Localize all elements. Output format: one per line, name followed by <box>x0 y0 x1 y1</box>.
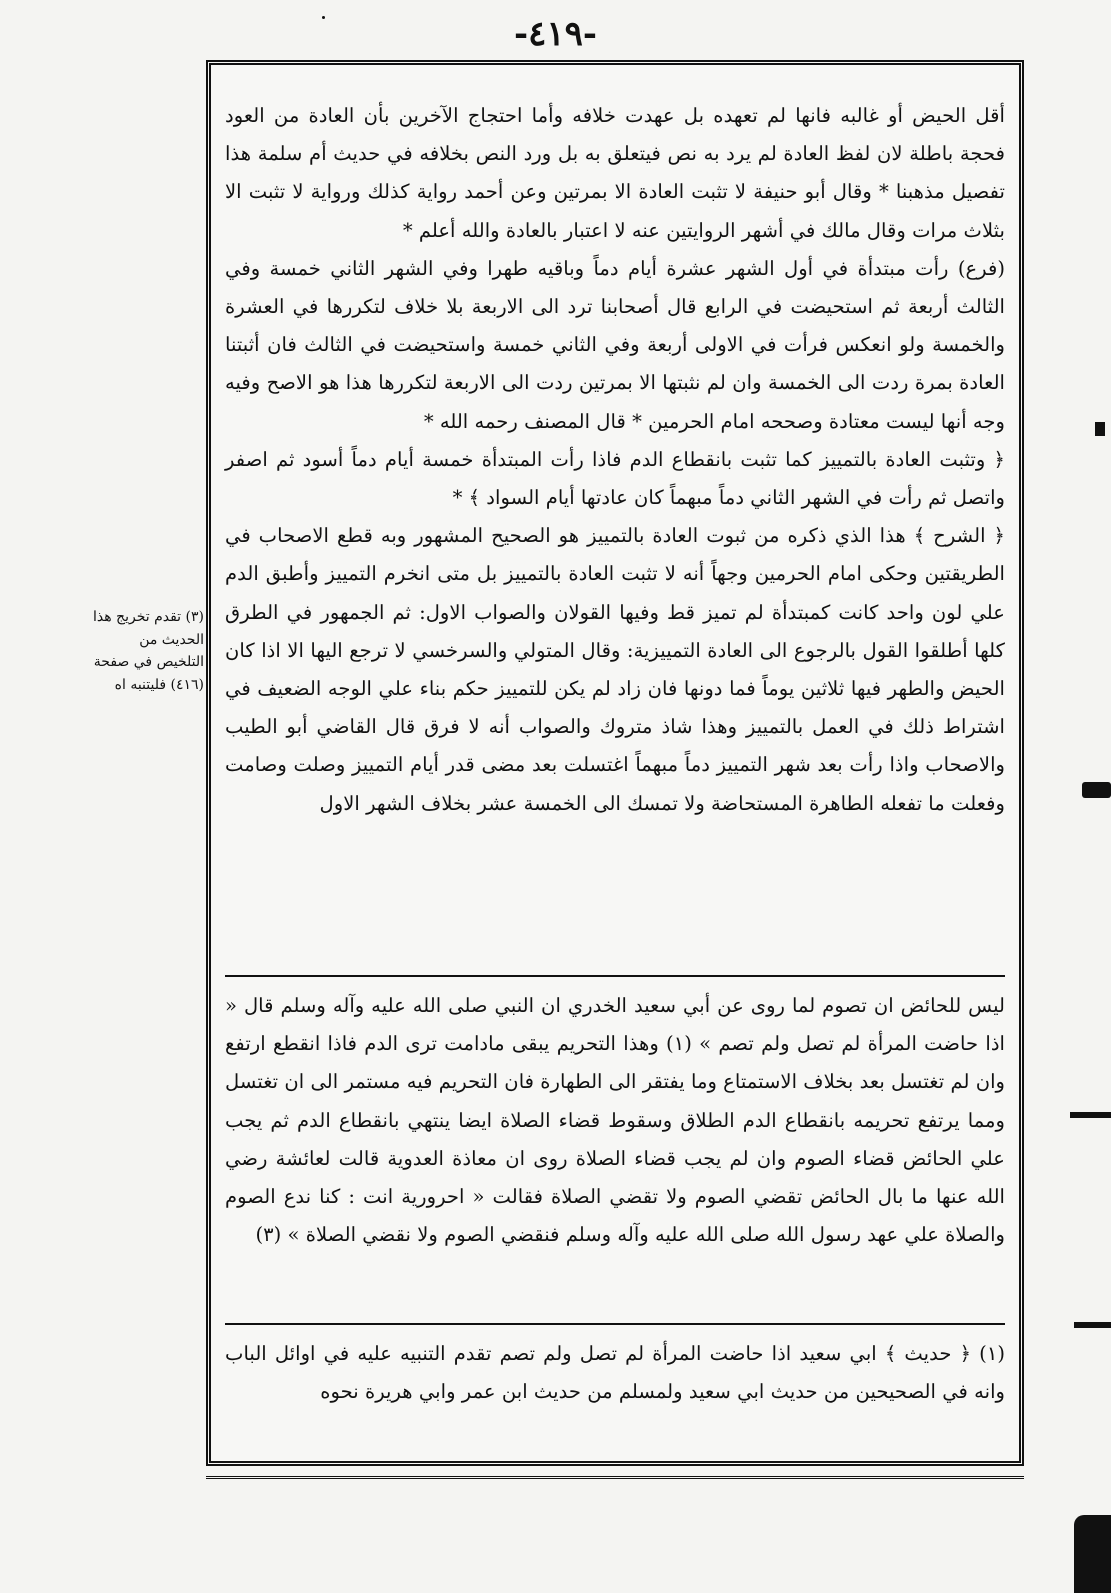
scan-mark <box>1074 1515 1111 1593</box>
scan-mark <box>1074 1322 1111 1328</box>
scan-mark <box>1082 782 1111 798</box>
scan-mark <box>1095 422 1105 436</box>
main-text <box>225 97 1005 823</box>
footnote-text <box>225 1335 1005 1411</box>
divider <box>225 1323 1005 1325</box>
divider <box>206 1476 1024 1479</box>
commentary-text <box>225 987 1005 1254</box>
page-number: -٤١٩- <box>513 14 598 54</box>
commentary-paragraph: ليس للحائض ان تصوم لما روى عن أبي سعيد الخدري ان النبي صلى الله عليه وآله وسلم قال « اذا حاضت المرأة لم تصل ولم تصم » (١) وهذا التحريم يبقى مادامت ترى الدم فاذا انقطع ارتفع وان لم تغتسل بعد بخلاف الاستمتاع وما يفتقر الى الطهارة فان التحريم فيه مستمر الى ان تغتسل ومما يرتفع تحريمه بانقطاع الدم الطلاق وسقوط قضاء الصلاة ايضا ينتهي بانقطاع الدم ثم يجب علي الحائض قضاء الصوم وان لم يجب قضاء الصلاة روى ان معاذة العدوية قالت لعائشة رضي الله عنها ما بال الحائض تقضي الصوم ولا تقضي الصلاة فقالت « احرورية انت : كنا ندع الصوم والصلاة علي عهد رسول الله صلى الله عليه وآله وسلم فنقضي الصوم ولا نقضي الصلاة » (٣) <box>225 994 1005 1247</box>
page-frame <box>206 60 1024 1466</box>
main-paragraph: ﴿ وتثبت العادة بالتمييز كما تثبت بانقطاع الدم فاذا رأت المبتدأة خمسة أيام دماً أسود ثم اصفر واتصل ثم رأت في الشهر الثاني دماً مبهماً كان عادتها أيام السواد ﴾ * <box>225 447 1005 510</box>
scan-mark <box>322 16 325 19</box>
main-paragraph: ﴿ الشرح ﴾ هذا الذي ذكره من ثبوت العادة بالتمييز هو الصحيح المشهور وبه قطع الاصحاب في الطريقتين وحكى امام الحرمين وجهاً أنه لا تثبت العادة بالتمييز بل متى انخرم التمييز وأطبق الدم علي لون واحد كانت كمبتدأة لم تميز قط وفيها القولان والصواب الاول: ثم الجمهور في الطرق كلها أطلقوا القول بالرجوع الى العادة التمييزية: وقال المتولي والسرخسي لا ترجع اليها الا اذا كان الحيض والطهر فيها ثلاثين يوماً فما دونها فان زاد لم يكن للتمييز حكم بناء علي الوجه الضعيف في اشتراط ذلك في العمل بالتمييز وهذا شاذ متروك والصواب أنه لا فرق قال القاضي أبو الطيب والاصحاب واذا رأت بعد شهر التمييز دماً مبهماً اغتسلت بعد مضى قدر أيام التمييز وصلت وصامت وفعلت ما تفعله الطاهرة المستحاضة ولا تمسك الى الخمسة عشر بخلاف الشهر الاول <box>225 524 1005 815</box>
scan-mark <box>1070 1112 1111 1118</box>
divider <box>225 975 1005 977</box>
marginal-note: (٣) تقدم تخريج هذا الحديث من التلخيص في صفحة (٤١٦) فليتنبه اه <box>92 609 204 693</box>
main-paragraph: أقل الحيض أو غالبه فانها لم تعهده بل عهدت خلافه وأما احتجاج الآخرين بأن العادة من العود فحجة باطلة لان لفظ العادة لم يرد به نص فيتعلق به بل ورد النص بخلافه في حديث أم سلمة هذا تفصيل مذهبنا * وقال أبو حنيفة لا تثبت العادة الا بمرتين وعن أحمد رواية كذلك ورواية لا تثبت الا بثلاث مرات وقال مالك في أشهر الروايتين عنه لا اعتبار بالعادة والله أعلم * <box>225 104 1005 242</box>
footnote-paragraph: (١) ﴿ حديث ﴾ ابي سعيد اذا حاضت المرأة لم تصل ولم تصم تقدم التنبيه عليه في اوائل الباب وانه في الصحيحين من حديث ابي سعيد ولمسلم من حديث ابن عمر وابي هريرة نحوه <box>225 1342 1005 1404</box>
main-paragraph: (فرع) رأت مبتدأة في أول الشهر عشرة أيام دماً وباقيه طهرا وفي الشهر الثاني خمسة وفي الثالث أربعة ثم استحيضت في الرابع قال أصحابنا ترد الى الاربعة بلا خلاف لتكررها في العشرة والخمسة ولو انعكس فرأت في الاولى أربعة وفي الثاني خمسة واستحيضت في الثالث فان أثبتنا العادة بمرة ردت الى الخمسة وان لم نثبتها الا بمرتين ردت الى الاربعة لتكررها هذا هو الاصح وفيه وجه أنها ليست معتادة وصححه امام الحرمين * قال المصنف رحمه الله * <box>225 256 1005 433</box>
